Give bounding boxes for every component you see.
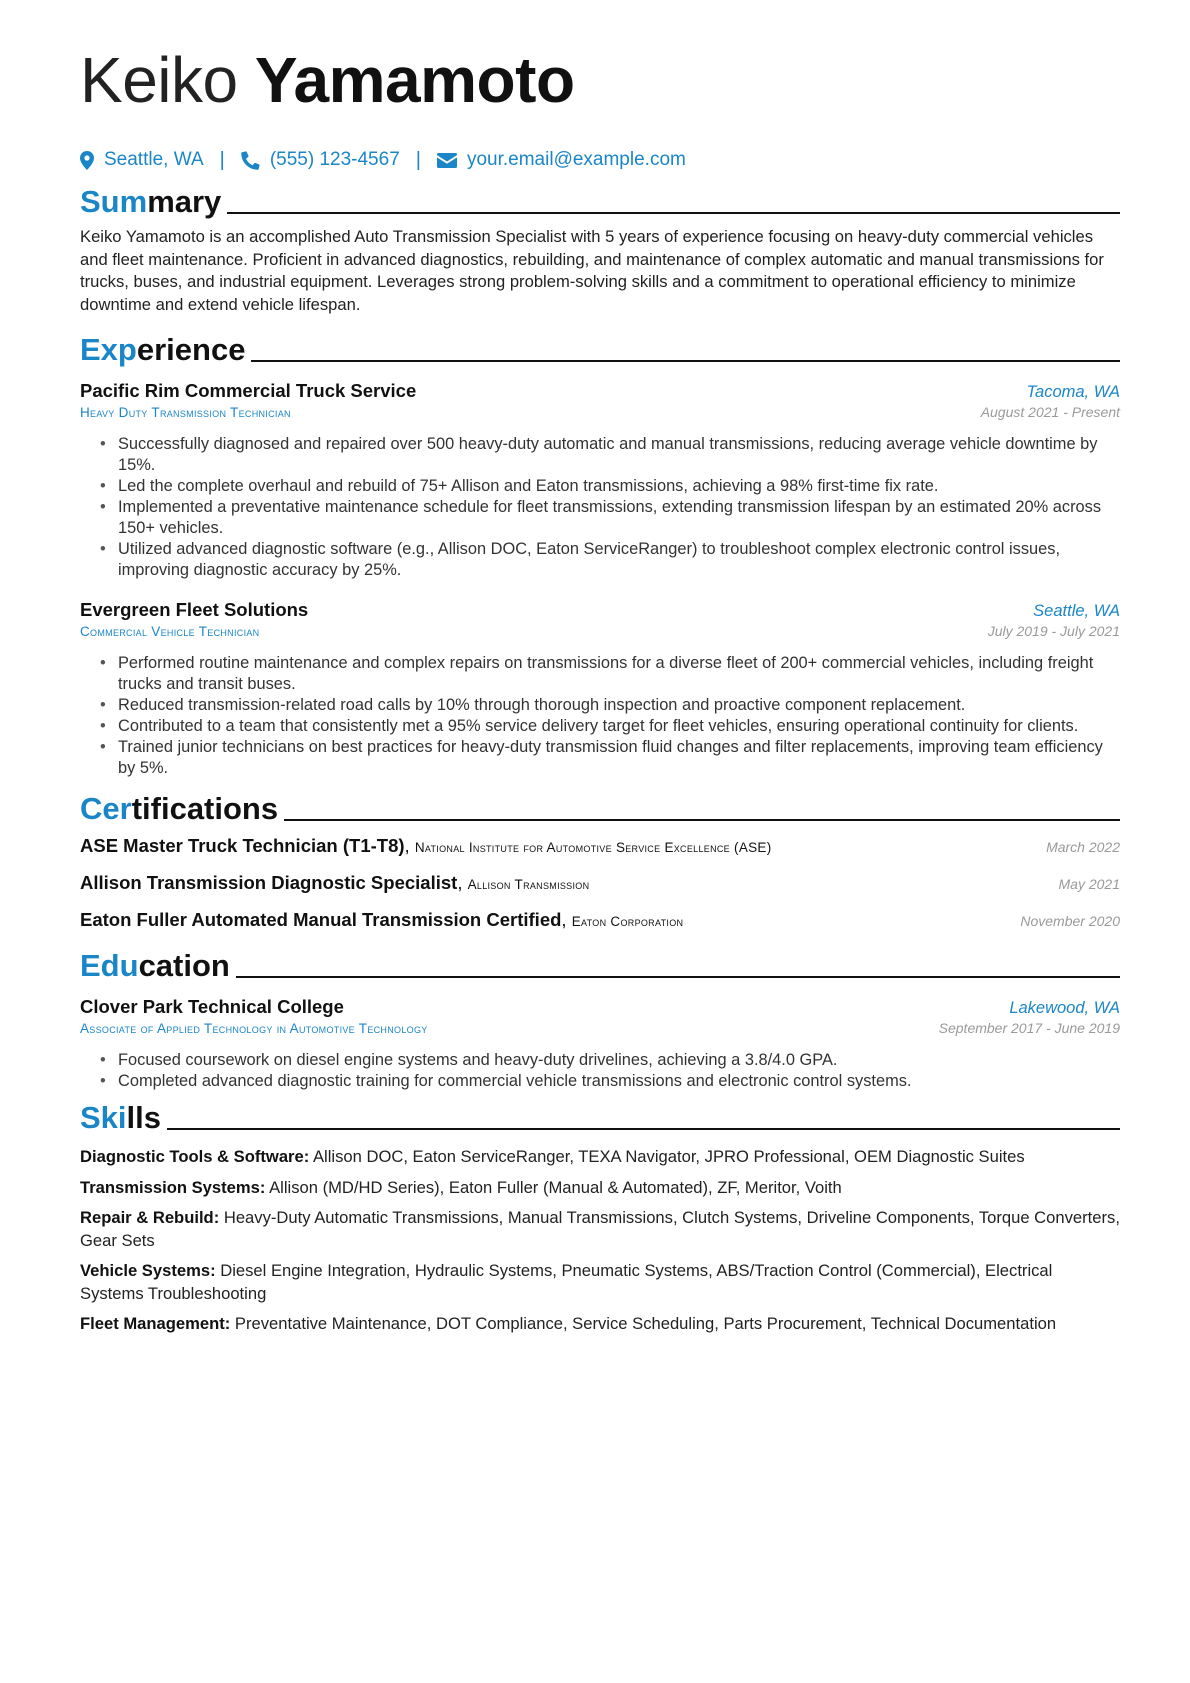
resume-page <box>80 40 1120 1344</box>
education-title-accent: Edu <box>80 948 139 983</box>
certification-issuer: Allison Transmission <box>467 877 590 892</box>
certification-name: Allison Transmission Diagnostic Specialist <box>80 872 458 893</box>
skill-value: Preventative Maintenance, DOT Compliance, Service Scheduling, Parts Procurement, Technical Documentation <box>234 1314 1057 1333</box>
certifications-title-rest: tifications <box>131 791 279 826</box>
summary-title-rest: mary <box>147 184 222 219</box>
experience-entry <box>80 599 1120 779</box>
education-bullets <box>80 1050 1120 1092</box>
list-item: • Contributed to a team that consistently met a 95% service delivery target for fleet vehicles, ensuring operational continuity for clients. <box>100 716 1120 737</box>
job-title: Heavy Duty Transmission Technician <box>80 405 291 420</box>
certification-date: November 2020 <box>1020 913 1120 929</box>
skill-row <box>80 1146 1120 1169</box>
certifications-heading <box>80 789 1120 827</box>
skill-row <box>80 1177 1120 1200</box>
section-divider <box>236 976 1120 978</box>
skill-value: Heavy-Duty Automatic Transmissions, Manual Transmissions, Clutch Systems, Driveline Components, Torque Converters, Gear Sets <box>80 1208 1120 1250</box>
job-location: Seattle, WA <box>1033 602 1120 620</box>
section-divider <box>251 360 1120 362</box>
list-item: • Focused coursework on diesel engine systems and heavy-duty drivelines, achieving a 3.8/4.0 GPA. <box>100 1050 1120 1071</box>
list-item: • Utilized advanced diagnostic software (e.g., Allison DOC, Eaton ServiceRanger) to troubleshoot complex electronic control issues, improving diagnostic accuracy by 25%. <box>100 539 1120 581</box>
first-name: Keiko <box>80 44 238 116</box>
certification-item: Eaton Fuller Automated Manual Transmission Certified, Eaton Corporation November 2020 <box>80 909 1120 930</box>
certification-date: May 2021 <box>1058 876 1120 892</box>
summary-heading <box>80 182 1120 220</box>
skill-label: Repair & Rebuild: <box>80 1208 220 1227</box>
job-title: Commercial Vehicle Technician <box>80 624 260 639</box>
section-divider <box>227 212 1120 214</box>
skills-title-rest: lls <box>126 1100 161 1135</box>
degree-title: Associate of Applied Technology in Automotive Technology <box>80 1021 428 1036</box>
list-item: • Implemented a preventative maintenance schedule for fleet transmissions, extending transmission lifespan by an estimated 20% across 150+ vehicles. <box>100 497 1120 539</box>
contact-email[interactable] <box>437 149 686 171</box>
contact-separator: | <box>219 148 225 171</box>
job-dates: July 2019 - July 2021 <box>987 623 1120 639</box>
skill-label: Fleet Management: <box>80 1314 231 1333</box>
certification-name: ASE Master Truck Technician (T1-T8) <box>80 835 405 856</box>
skill-label: Vehicle Systems: <box>80 1261 216 1280</box>
map-pin-icon <box>80 151 94 170</box>
skills-title-accent: Ski <box>80 1100 127 1135</box>
experience-title-rest: erience <box>136 332 246 367</box>
certifications-title-accent: Cer <box>80 791 132 826</box>
list-item: • Trained junior technicians on best practices for heavy-duty transmission fluid changes and filter replacements, improving team efficiency by 5%. <box>100 737 1120 779</box>
job-bullets <box>80 653 1120 779</box>
last-name: Yamamoto <box>254 44 575 116</box>
experience-entry <box>80 380 1120 581</box>
phone-icon <box>241 151 260 170</box>
employer-name: Evergreen Fleet Solutions <box>80 599 309 620</box>
contact-location <box>80 149 204 171</box>
skills-heading <box>80 1098 1120 1136</box>
skill-label: Diagnostic Tools & Software: <box>80 1147 310 1166</box>
job-location: Tacoma, WA <box>1026 383 1120 401</box>
certifications-list <box>80 835 1120 946</box>
list-item: • Completed advanced diagnostic training for commercial vehicle transmissions and electronic control systems. <box>100 1071 1120 1092</box>
experience-title-accent: Exp <box>80 332 137 367</box>
certification-issuer: Eaton Corporation <box>571 914 684 929</box>
school-name: Clover Park Technical College <box>80 996 344 1017</box>
summary-text: Keiko Yamamoto is an accomplished Auto Transmission Specialist with 5 years of experience focusing on heavy-duty commercial vehicles and fleet maintenance. Proficient in advanced diagnostics, rebuilding, and maintenance of complex automatic and manual transmissions for trucks, buses, and industrial equipment. Leverages strong problem-solving skills and a commitment to operational efficiency to minimize downtime and extend vehicle lifespan. <box>80 227 1104 314</box>
summary-title-accent: Sum <box>80 184 148 219</box>
candidate-name <box>80 40 1120 120</box>
certification-item: Allison Transmission Diagnostic Specialist, Allison Transmission May 2021 <box>80 872 1120 893</box>
contact-bar <box>80 146 1120 174</box>
job-dates: August 2021 - Present <box>980 404 1120 420</box>
education-entry <box>80 996 1120 1092</box>
contact-phone[interactable] <box>241 149 400 171</box>
education-title-rest: cation <box>138 948 230 983</box>
list-item: • Performed routine maintenance and complex repairs on transmissions for a diverse fleet of 200+ commercial vehicles, including freight trucks and transit buses. <box>100 653 1120 695</box>
phone-text: (555) 123-4567 <box>269 149 400 170</box>
certification-name: Eaton Fuller Automated Manual Transmission Certified <box>80 909 562 930</box>
certification-date: March 2022 <box>1046 839 1120 855</box>
skill-value: Allison (MD/HD Series), Eaton Fuller (Manual & Automated), ZF, Meritor, Voith <box>269 1177 842 1197</box>
location-text: Seattle, WA <box>104 149 204 170</box>
skill-value: Diesel Engine Integration, Hydraulic Systems, Pneumatic Systems, ABS/Traction Control (Commercial), Electrical Systems Troubleshooting <box>80 1261 1053 1303</box>
section-divider <box>284 819 1120 821</box>
education-dates: September 2017 - June 2019 <box>938 1020 1120 1036</box>
certification-issuer: National Institute for Automotive Service Excellence (ASE) <box>414 840 772 855</box>
skill-row <box>80 1260 1120 1305</box>
skill-label: Transmission Systems: <box>80 1177 266 1197</box>
skill-row <box>80 1207 1120 1252</box>
skill-row <box>80 1313 1120 1336</box>
certification-item: ASE Master Truck Technician (T1-T8), National Institute for Automotive Service Excellence (ASE) March 2022 <box>80 835 1120 856</box>
job-bullets <box>80 434 1120 581</box>
list-item: • Led the complete overhaul and rebuild of 75+ Allison and Eaton transmissions, achieving a 98% first-time fix rate. <box>100 476 1120 497</box>
school-location: Lakewood, WA <box>1009 999 1120 1017</box>
list-item: • Reduced transmission-related road calls by 10% through thorough inspection and proactive component replacement. <box>100 695 1120 716</box>
experience-heading <box>80 330 1120 368</box>
skills-list <box>80 1146 1120 1336</box>
email-link[interactable]: your.email@example.com <box>466 149 686 170</box>
skill-value: Allison DOC, Eaton ServiceRanger, TEXA Navigator, JPRO Professional, OEM Diagnostic Suites <box>312 1147 1025 1166</box>
employer-name: Pacific Rim Commercial Truck Service <box>80 380 417 401</box>
section-divider <box>167 1128 1120 1130</box>
envelope-icon <box>437 153 457 168</box>
education-heading <box>80 946 1120 984</box>
list-item: • Successfully diagnosed and repaired over 500 heavy-duty automatic and manual transmissions, reducing average vehicle downtime by 15%. <box>100 434 1120 476</box>
contact-separator: | <box>415 148 421 171</box>
